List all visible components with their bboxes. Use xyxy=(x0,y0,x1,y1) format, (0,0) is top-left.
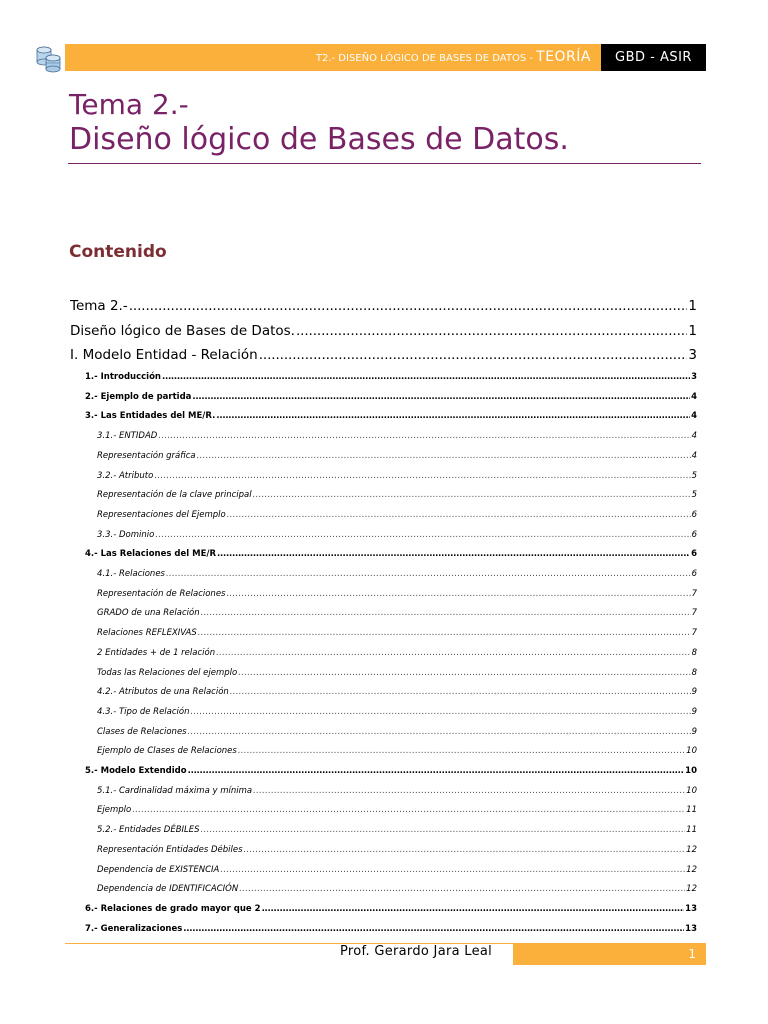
toc-entry-page: 12 xyxy=(686,844,697,855)
toc-entry-page: 6 xyxy=(691,529,697,540)
toc-entry[interactable] xyxy=(85,409,697,423)
toc-leader-dots xyxy=(230,685,691,699)
toc-entry[interactable] xyxy=(97,449,697,463)
toc-entry-page: 13 xyxy=(685,923,697,934)
toc-leader-dots xyxy=(217,547,690,561)
toc-entry-label: Dependencia de IDENTIFICACIÓN xyxy=(97,884,239,895)
toc-entry[interactable] xyxy=(97,528,697,542)
page-number: 1 xyxy=(688,947,696,961)
toc-leader-dots xyxy=(239,882,685,896)
toc-leader-dots xyxy=(166,567,691,581)
toc-entry[interactable] xyxy=(97,469,697,483)
toc-entry-page: 1 xyxy=(688,323,697,339)
toc-entry-page: 7 xyxy=(691,608,697,619)
toc-entry-label: Representación de la clave principal xyxy=(97,490,252,501)
toc-entry-page: 6 xyxy=(691,569,697,579)
toc-entry-page: 9 xyxy=(691,687,697,698)
toc-entry[interactable] xyxy=(97,725,697,739)
toc-entry-page: 1 xyxy=(688,298,697,314)
toc-leader-dots xyxy=(238,744,685,758)
header-title-prefix: T2.- DISEÑO LÓGICO DE BASES DE DATOS - xyxy=(315,53,537,64)
toc-entry-label: 3.3.- Dominio xyxy=(97,529,155,540)
toc-leader-dots xyxy=(154,469,690,483)
toc-entry[interactable] xyxy=(85,547,697,561)
toc-entry[interactable] xyxy=(97,606,697,620)
toc-entry-label: 3.2.- Atributo xyxy=(97,470,154,481)
toc-leader-dots xyxy=(226,587,690,601)
toc-entry[interactable] xyxy=(70,321,697,341)
toc-entry-label: 2 Entidades + de 1 relación xyxy=(97,647,216,658)
toc-leader-dots xyxy=(253,488,691,502)
toc-entry-label: 1.- Introducción xyxy=(85,372,161,382)
toc-entry[interactable] xyxy=(97,823,697,837)
toc-entry[interactable] xyxy=(97,666,697,680)
toc-entry-label: 4.2.- Atributos de una Relación xyxy=(97,687,229,698)
toc-leader-dots xyxy=(192,390,690,404)
toc-entry[interactable] xyxy=(85,370,697,384)
toc-leader-dots xyxy=(262,902,685,916)
toc-entry-page: 13 xyxy=(685,903,697,914)
toc-leader-dots xyxy=(158,429,690,443)
toc-leader-dots xyxy=(183,922,684,936)
toc-entry-page: 3 xyxy=(691,372,697,382)
toc-entry-page: 4 xyxy=(691,391,697,402)
toc-entry[interactable] xyxy=(70,345,697,365)
toc-entry-label: Tema 2.- xyxy=(70,298,128,314)
toc-entry-page: 10 xyxy=(685,766,697,776)
toc-entry-page: 7 xyxy=(691,628,697,639)
toc-leader-dots xyxy=(197,449,691,463)
toc-entry-label: 5.1.- Cardinalidad máxima y mínima xyxy=(97,785,253,796)
toc-leader-dots xyxy=(188,725,691,739)
toc-leader-dots xyxy=(132,803,685,817)
toc-entry[interactable] xyxy=(97,863,697,877)
toc-leader-dots xyxy=(155,528,690,542)
topic-number: Tema 2.- xyxy=(69,88,189,121)
toc-entry-label: Ejemplo xyxy=(97,805,132,816)
toc-leader-dots xyxy=(191,705,691,719)
toc-entry[interactable] xyxy=(97,803,697,817)
toc-leader-dots xyxy=(129,296,688,316)
toc-leader-dots xyxy=(253,784,685,798)
toc-leader-dots xyxy=(216,409,690,423)
toc-leader-dots xyxy=(216,646,690,660)
toc-entry[interactable] xyxy=(70,296,697,316)
toc-leader-dots xyxy=(188,764,685,778)
toc-entry-label: Ejemplo de Clases de Relaciones xyxy=(97,746,237,757)
toc-entry[interactable] xyxy=(97,587,697,601)
toc-entry-page: 9 xyxy=(691,706,697,717)
toc-entry-label: Todas las Relaciones del ejemplo xyxy=(97,667,238,678)
toc-entry-page: 5 xyxy=(691,490,697,501)
toc-entry-page: 8 xyxy=(691,667,697,678)
toc-entry[interactable] xyxy=(97,646,697,660)
toc-entry[interactable] xyxy=(97,843,697,857)
toc-leader-dots xyxy=(244,843,686,857)
footer-author: Prof. Gerardo Jara Leal xyxy=(340,944,493,959)
toc-leader-dots xyxy=(296,321,687,341)
header-title-theory: TEORÍA xyxy=(536,49,591,65)
toc-entry[interactable] xyxy=(85,902,697,916)
course-badge: GBD - ASIR xyxy=(601,44,706,71)
toc-entry-label: Representaciones del Ejemplo xyxy=(97,509,226,520)
toc-entry-page: 10 xyxy=(686,785,697,796)
toc-leader-dots xyxy=(201,823,686,837)
toc-entry[interactable] xyxy=(97,784,697,798)
toc-entry[interactable] xyxy=(97,429,697,443)
toc-entry-label: Dependencia de EXISTENCIA xyxy=(97,864,220,875)
toc-entry-page: 8 xyxy=(691,647,697,658)
toc-entry-page: 6 xyxy=(691,509,697,520)
toc-entry-label: 2.- Ejemplo de partida xyxy=(85,391,192,402)
toc-entry-page: 11 xyxy=(686,805,697,816)
toc-entry-label: 4.- Las Relaciones del ME/R xyxy=(85,549,217,560)
toc-entry-page: 3 xyxy=(688,347,697,363)
toc-entry[interactable] xyxy=(97,882,697,896)
toc-entry-label: 7.- Generalizaciones xyxy=(85,923,183,934)
toc-entry-label: I. Modelo Entidad - Relación xyxy=(70,347,258,363)
toc-entry-label: 4.1.- Relaciones xyxy=(97,569,165,579)
toc-entry-label: Representación Entidades Débiles xyxy=(97,844,243,855)
toc-entry[interactable] xyxy=(97,508,697,522)
toc-entry-label: 4.3.- Tipo de Relación xyxy=(97,706,190,717)
toc-entry-label: GRADO de una Relación xyxy=(97,608,200,619)
toc-entry-page: 6 xyxy=(691,549,697,560)
toc-leader-dots xyxy=(227,508,691,522)
title-divider xyxy=(68,163,701,164)
toc-entry-label: Diseño lógico de Bases de Datos. xyxy=(70,323,295,339)
toc-entry-page: 4 xyxy=(691,411,697,422)
toc-entry-label: 5.- Modelo Extendido xyxy=(85,766,187,776)
toc-entry-page: 4 xyxy=(691,431,697,442)
toc-entry-label: Clases de Relaciones xyxy=(97,726,187,737)
footer-bar xyxy=(513,943,706,965)
toc-leader-dots xyxy=(201,606,691,620)
toc-entry-label: Representación gráfica xyxy=(97,450,196,461)
contents-heading: Contenido xyxy=(69,242,167,262)
toc-entry-label: 6.- Relaciones de grado mayor que 2 xyxy=(85,903,261,914)
toc-entry[interactable] xyxy=(85,390,697,404)
toc-leader-dots xyxy=(238,666,690,680)
toc-leader-dots xyxy=(198,626,691,640)
toc-entry-label: Representación de Relaciones xyxy=(97,588,226,599)
toc-entry[interactable] xyxy=(85,764,697,778)
toc-entry-page: 5 xyxy=(691,470,697,481)
toc-entry[interactable] xyxy=(97,744,697,758)
toc-entry[interactable] xyxy=(97,488,697,502)
toc-entry-label: Relaciones REFLEXIVAS xyxy=(97,628,197,639)
toc-leader-dots xyxy=(220,863,685,877)
toc-entry-page: 12 xyxy=(686,884,697,895)
toc-entry[interactable] xyxy=(85,922,697,936)
toc-entry-page: 12 xyxy=(686,864,697,875)
toc-entry-page: 4 xyxy=(691,450,697,461)
toc-entry-page: 7 xyxy=(691,588,697,599)
toc-entry-label: 5.2.- Entidades DÉBILES xyxy=(97,825,200,836)
header-bar xyxy=(65,44,601,71)
toc-entry[interactable] xyxy=(97,567,697,581)
toc-leader-dots xyxy=(162,370,690,384)
page-title: Diseño lógico de Bases de Datos. xyxy=(69,122,569,157)
toc-entry[interactable] xyxy=(97,705,697,719)
toc-entry-label: 3.- Las Entidades del ME/R. xyxy=(85,411,216,422)
toc-entry[interactable] xyxy=(97,626,697,640)
toc-entry-page: 11 xyxy=(686,825,697,836)
toc-entry-page: 10 xyxy=(686,746,697,757)
toc-entry-label: 3.1.- ENTIDAD xyxy=(97,431,158,442)
header-title xyxy=(316,44,591,71)
toc-leader-dots xyxy=(259,345,688,365)
toc-entry[interactable] xyxy=(97,685,697,699)
database-icon xyxy=(34,44,64,74)
toc-entry-page: 9 xyxy=(691,726,697,737)
